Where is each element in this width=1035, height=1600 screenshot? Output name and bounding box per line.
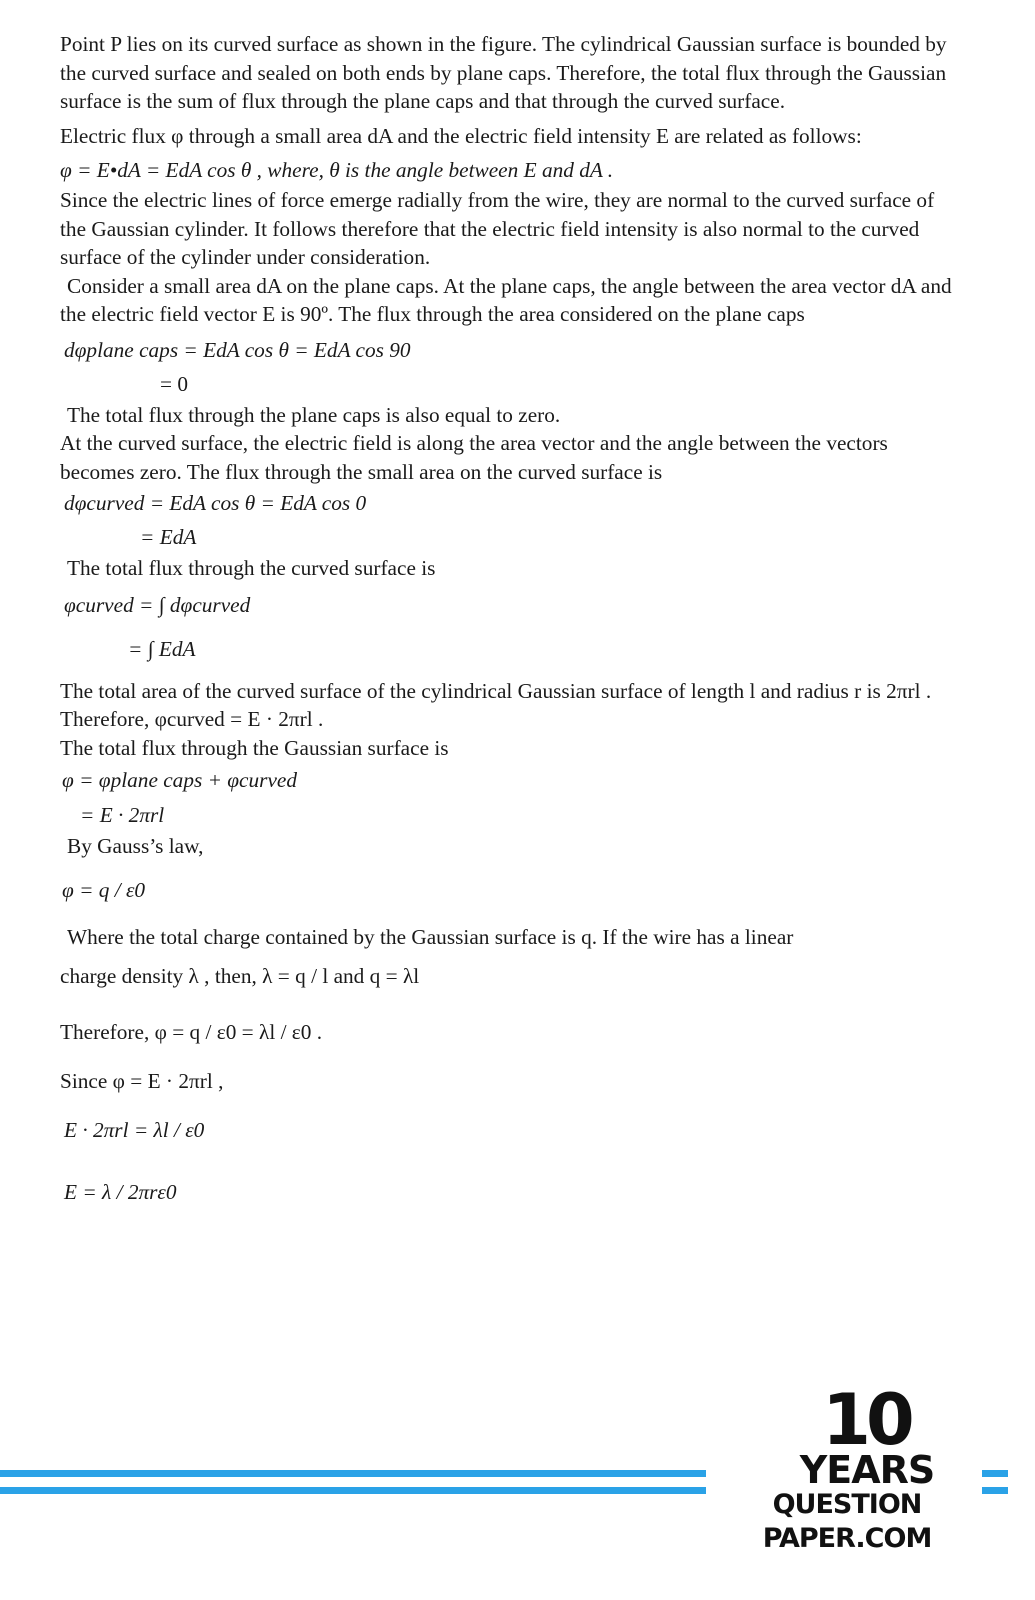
paragraph-total-flux: The total flux through the Gaussian surface is [60, 735, 449, 760]
paragraph-plane-caps-total: The total flux through the plane caps is also equal to zero. [67, 402, 561, 427]
logo-years: YEARS [799, 1448, 935, 1492]
paragraph-area: The total area of the curved surface of the cylindrical Gaussian surface of length l and radius r is 2πrl . [60, 678, 932, 703]
site-logo [712, 1379, 982, 1556]
paragraph-therefore-phi: Therefore, φ = q / ε0 = λl / ε0 . [60, 1020, 323, 1044]
logo-site-name: QUESTION PAPER.COM [762, 1489, 932, 1554]
equation-e-relation: E · 2πrl = λl / ε0 [64, 1118, 205, 1142]
equation-curved-integral-2: = ∫ EdA [128, 636, 196, 661]
equation-curved-1: dφcurved = EdA cos θ = EdA cos 0 [64, 491, 367, 515]
paragraph-since: Since φ = E · 2πrl , [60, 1069, 224, 1093]
equation-total-1: φ = φplane caps + φcurved [62, 768, 298, 792]
equation-plane-caps-1: dφplane caps = EdA cos θ = EdA cos 90 [64, 337, 411, 362]
paragraph-gauss: By Gauss’s law, [67, 834, 204, 858]
paragraph-curved-total: The total flux through the curved surface is [67, 556, 436, 580]
equation-flux-definition: φ = E•dA = EdA cos θ , where, θ is the angle between E and dA . [60, 158, 614, 182]
paragraph-plane-caps: Consider a small area dA on the plane caps. At the plane caps, the angle between the area vector dA and the electric field vector E is 90º. The flux through the area considered on the plane caps [60, 273, 952, 326]
equation-gauss: φ = q / ε0 [62, 877, 146, 902]
paragraph-intro: Point P lies on its curved surface as shown in the figure. The cylindrical Gaussian surface is bounded by the curved surface and sealed on both ends by plane caps. Therefore, the total flux through the Gaussian surface is the sum of flux through the plane caps and that through the curved surface. [60, 32, 947, 113]
paragraph-curved: At the curved surface, the electric field is along the area vector and the angle between the vectors becomes zero. The flux through the small area on the curved surface is [60, 431, 888, 484]
equation-e-final: E = λ / 2πrε0 [64, 1180, 177, 1204]
paragraph-flux-relation: Electric flux φ through a small area dA and the electric field intensity E are related as follows: [60, 123, 862, 148]
footer-stripe-top-left [0, 1470, 706, 1477]
paragraph-normal: Since the electric lines of force emerge radially from the wire, they are normal to the curved surface of the Gaussian cylinder. It follows therefore that the electric field intensity is also normal to the curved surface of the cylinder under consideration. [60, 188, 935, 269]
footer-stripe-top-right [982, 1470, 1008, 1477]
logo-number: 10 [822, 1379, 910, 1461]
paragraph-charge: Where the total charge contained by the Gaussian surface is q. If the wire has a linear [67, 924, 794, 949]
paragraph-density: charge density λ , then, λ = q / l and q = λl [60, 964, 420, 988]
equation-curved-integral-1: φcurved = ∫ dφcurved [64, 592, 251, 617]
document-page [60, 30, 960, 1223]
paragraph-therefore-curved: Therefore, φcurved = E · 2πrl . [60, 707, 324, 731]
equation-plane-caps-2: = 0 [160, 371, 188, 396]
equation-curved-2: = EdA [140, 525, 197, 549]
equation-total-2: = E · 2πrl [80, 803, 165, 827]
footer-stripe-bottom-right [982, 1487, 1008, 1494]
footer-stripe-bottom-left [0, 1487, 706, 1494]
